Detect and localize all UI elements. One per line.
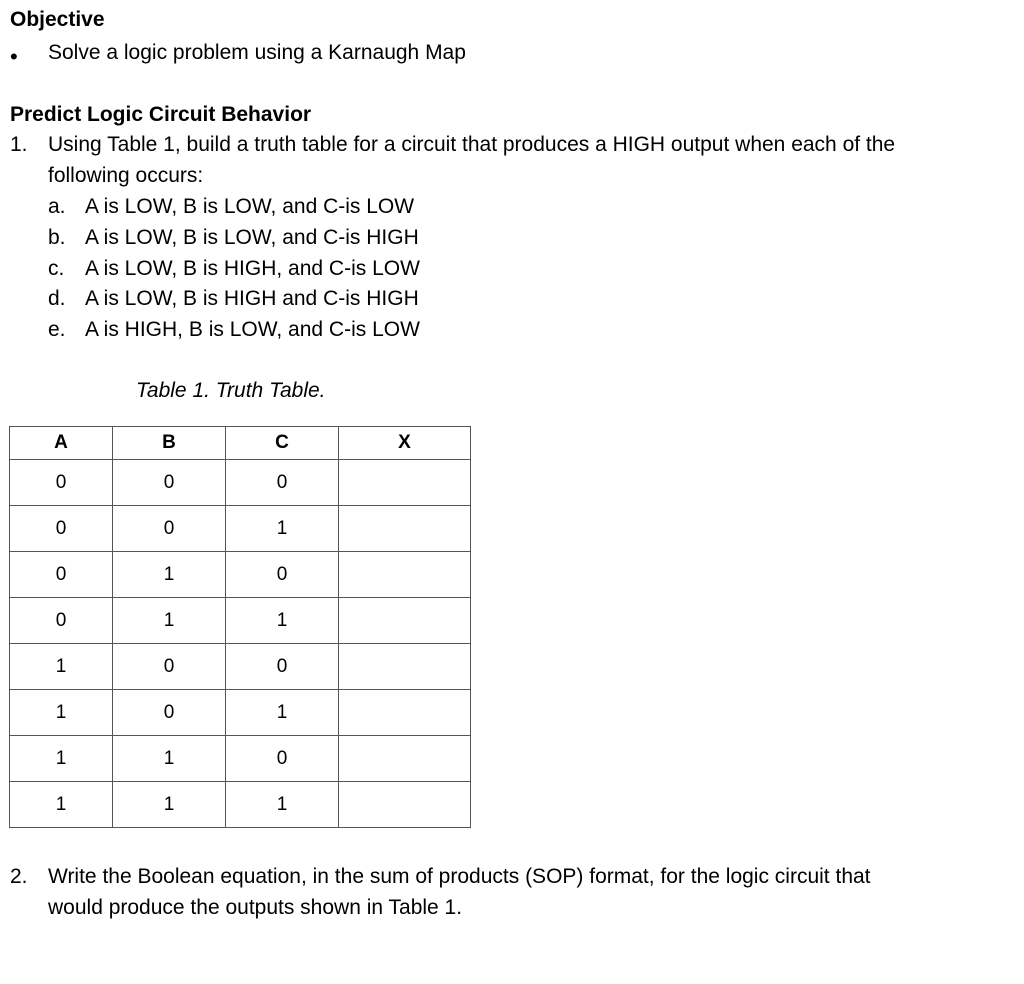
cell-c: 1 <box>226 598 339 644</box>
condition-a-text: A is LOW, B is LOW, and C-is LOW <box>85 195 415 218</box>
cell-a: 0 <box>10 598 113 644</box>
cell-a: 1 <box>10 736 113 782</box>
cell-b: 0 <box>113 460 226 506</box>
table-row <box>10 552 471 598</box>
question-1-number: 1. <box>10 133 28 156</box>
cell-b: 1 <box>113 598 226 644</box>
question-1-line-2: following occurs: <box>48 164 204 187</box>
cell-c: 1 <box>226 782 339 828</box>
table-header-row <box>10 427 471 460</box>
cell-c: 0 <box>226 736 339 782</box>
cell-b: 0 <box>113 690 226 736</box>
cell-c: 1 <box>226 690 339 736</box>
cell-a: 0 <box>10 552 113 598</box>
cell-x[interactable] <box>339 736 471 782</box>
header-b: B <box>113 427 226 460</box>
table-row <box>10 782 471 828</box>
condition-c-marker: c. <box>48 257 65 280</box>
condition-d-marker: d. <box>48 287 66 310</box>
condition-b-text: A is LOW, B is LOW, and C-is HIGH <box>85 226 419 249</box>
condition-c-text: A is LOW, B is HIGH, and C-is LOW <box>85 257 420 280</box>
condition-e-text: A is HIGH, B is LOW, and C-is LOW <box>85 318 420 341</box>
cell-x[interactable] <box>339 782 471 828</box>
cell-b: 0 <box>113 506 226 552</box>
cell-b: 1 <box>113 782 226 828</box>
cell-x[interactable] <box>339 644 471 690</box>
table-row <box>10 690 471 736</box>
cell-a: 1 <box>10 690 113 736</box>
cell-c: 0 <box>226 644 339 690</box>
cell-b: 0 <box>113 644 226 690</box>
objective-bullet-text: Solve a logic problem using a Karnaugh Map <box>48 41 466 64</box>
condition-d-text: A is LOW, B is HIGH and C-is HIGH <box>85 287 419 310</box>
cell-c: 0 <box>226 460 339 506</box>
predict-heading: Predict Logic Circuit Behavior <box>10 103 312 126</box>
question-2-number: 2. <box>10 865 28 888</box>
question-2-line-2: would produce the outputs shown in Table 1. <box>48 896 463 919</box>
cell-a: 0 <box>10 506 113 552</box>
cell-a: 0 <box>10 460 113 506</box>
condition-a-marker: a. <box>48 195 66 218</box>
cell-a: 1 <box>10 782 113 828</box>
objective-heading: Objective <box>10 8 105 31</box>
cell-x[interactable] <box>339 598 471 644</box>
table-caption: Table 1. Truth Table. <box>136 379 326 402</box>
cell-x[interactable] <box>339 690 471 736</box>
table-row <box>10 460 471 506</box>
cell-a: 1 <box>10 644 113 690</box>
condition-e-marker: e. <box>48 318 66 341</box>
cell-x[interactable] <box>339 552 471 598</box>
header-c: C <box>226 427 339 460</box>
table-row <box>10 644 471 690</box>
cell-b: 1 <box>113 736 226 782</box>
condition-b-marker: b. <box>48 226 66 249</box>
question-2-line-1: Write the Boolean equation, in the sum of products (SOP) format, for the logic circuit that <box>48 865 871 888</box>
truth-table <box>9 426 471 828</box>
header-a: A <box>10 427 113 460</box>
cell-c: 1 <box>226 506 339 552</box>
cell-x[interactable] <box>339 460 471 506</box>
cell-x[interactable] <box>339 506 471 552</box>
header-x: X <box>339 427 471 460</box>
cell-b: 1 <box>113 552 226 598</box>
table-row <box>10 598 471 644</box>
question-1-line-1: Using Table 1, build a truth table for a circuit that produces a HIGH output when each of the <box>48 133 896 156</box>
table-row <box>10 736 471 782</box>
cell-c: 0 <box>226 552 339 598</box>
bullet-icon: • <box>10 44 18 69</box>
table-row <box>10 506 471 552</box>
